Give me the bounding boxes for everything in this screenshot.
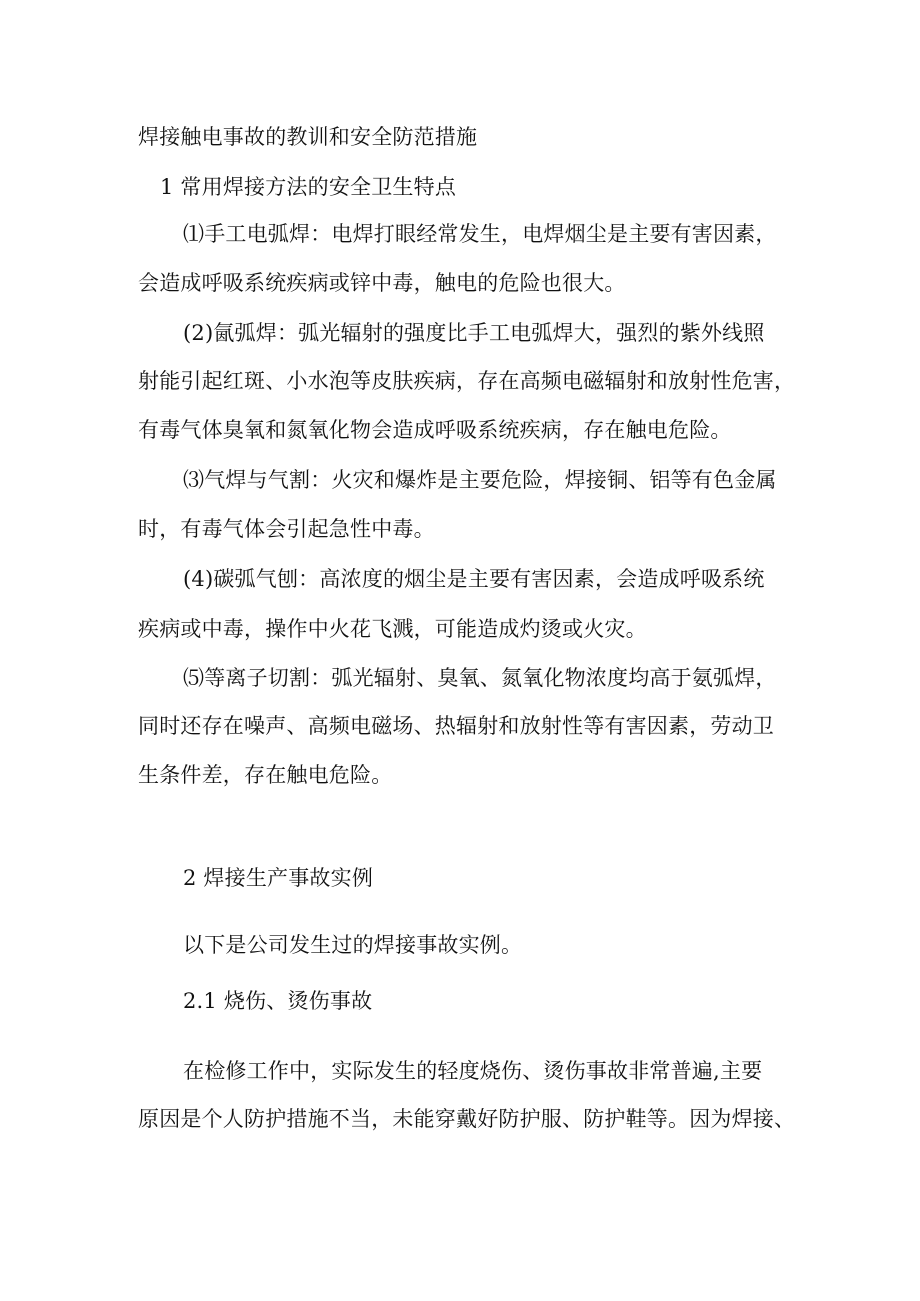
item-1-line-1: ⑴手工电弧焊：电焊打眼经常发生，电焊烟尘是主要有害因素， [183,222,777,246]
section-1-heading: 1 常用焊接方法的安全卫生特点 [160,175,457,199]
item-2-line-1: (2)氤弧焊：弧光辐射的强度比手工电弧焊大，强烈的紫外线照 [183,321,765,345]
item-4-line-2: 疾病或中毒，操作中火花飞溅，可能造成灼烫或火灾。 [138,617,647,641]
item-3-line-2: 时，有毒气体会引起急性中毒。 [138,517,435,541]
subsection-2-1-line-1: 在检修工作中，实际发生的轻度烧伤、烫伤事故非常普遍,主要 [183,1059,763,1083]
item-1-line-2: 会造成呼吸系统疾病或锌中毒，触电的危险也很大。 [138,271,626,295]
item-5-line-2: 同时还存在噪声、高频电磁场、热辐射和放射性等有害因素，劳动卫 [138,714,774,738]
section-2-heading: 2 焊接生产事故实例 [183,866,374,890]
item-3-line-1: ⑶气焊与气割：火灾和爆炸是主要危险，焊接铜、铝等有色金属 [183,468,777,492]
item-2-line-2: 射能引起红斑、小水泡等皮肤疾病，存在高频电磁辐射和放射性危害， [138,369,796,393]
item-4-line-1: (4)碳弧气刨：高浓度的烟尘是主要有害因素，会造成呼吸系统 [183,567,765,591]
section-2-intro: 以下是公司发生过的焊接事故实例。 [183,933,523,957]
subsection-2-1-heading: 2.1 烧伤、烫伤事故 [183,989,373,1013]
item-2-line-3: 有毒气体臭氧和氮氧化物会造成呼吸系统疾病，存在触电危险。 [138,418,732,442]
subsection-2-1-line-2: 原因是个人防护措施不当，未能穿戴好防护服、防护鞋等。因为焊接、 [138,1107,796,1131]
item-5-line-1: ⑸等离子切割：弧光辐射、臭氧、氮氧化物浓度均高于氨弧焊， [183,666,777,690]
item-5-line-3: 生条件差，存在触电危险。 [138,763,393,787]
document-title: 焊接触电事故的教训和安全防范措施 [138,125,478,149]
